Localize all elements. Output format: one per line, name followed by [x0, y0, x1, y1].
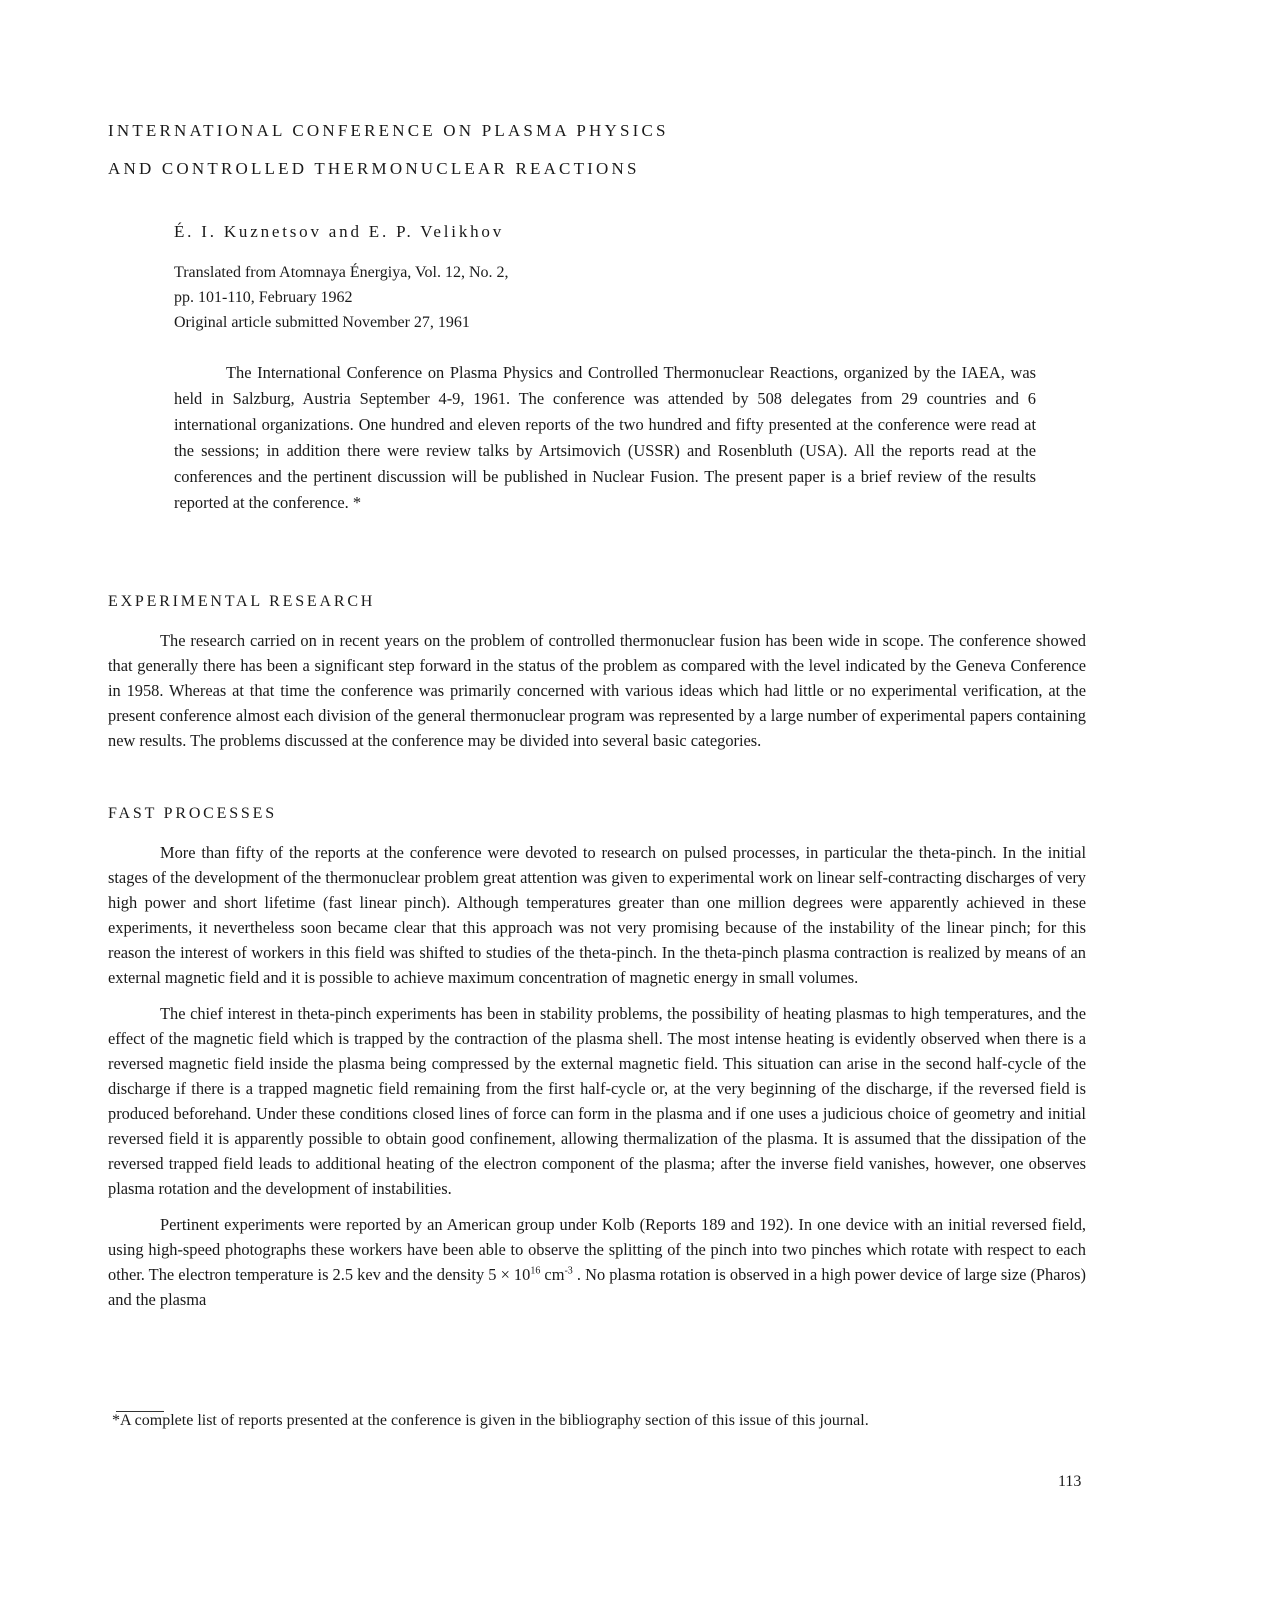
paragraph: The research carried on in recent years on the problem of controlled thermonuclear fusion has been wide in scope. The conference showed that generally there has been a significant step forward in the status of the problem as compared with the level indicated by the Geneva Conference in 1958. Whereas at that time the conference was primarily concerned with various ideas which had little or no experimental verification, at the present conference almost each division of the general thermonuclear program was represented by a large number of experimental papers containing new results. The problems discussed at the conference may be divided into several basic categories.	[108, 631, 1086, 750]
submitted-date: Original article submitted November 27, 1961	[174, 314, 470, 331]
authors: É. I. Kuznetsov and E. P. Velikhov	[174, 222, 505, 241]
paragraph-text: . No plasma rotation is observed in a high power device of large size (Pharos) and the plasma	[108, 1265, 1087, 1309]
translated-from: Translated from Atomnaya Énergiya, Vol. 12, No. 2,	[174, 264, 509, 281]
page-number: 113	[1058, 1473, 1082, 1490]
paragraph	[108, 1212, 1086, 1312]
article-title-line-1: INTERNATIONAL CONFERENCE ON PLASMA PHYSICS	[108, 121, 669, 140]
article-title-line-2: AND CONTROLLED THERMONUCLEAR REACTIONS	[108, 159, 640, 178]
section-fast-processes-body	[108, 840, 1086, 1312]
pages-date: pp. 101-110, February 1962	[174, 289, 353, 306]
paragraph-text: Pertinent experiments were reported by an American group under Kolb (Reports 189 and 192). In one device with an initial reversed field, using high-speed photographs these workers have been able to observe the splitting of the pinch into two pinches which rotate with respect to each other. The electron temperature is 2.5 kev and the density	[108, 1215, 1086, 1284]
paragraph: More than fifty of the reports at the conference were devoted to research on pulsed processes, in particular the theta-pinch. In the initial stages of the development of the thermonuclear problem great attention was given to experimental work on linear self-contracting discharges of very high power and short lifetime (fast linear pinch). Although temperatures greater than one million degrees were apparently achieved in these experiments, it nevertheless soon became clear that this approach was not very promising because of the instability of the linear pinch; for this reason the interest of workers in this field was shifted to studies of the theta-pinch. In the theta-pinch plasma contraction is realized by means of an external magnetic field and it is possible to achieve maximum concentration of magnetic energy in small volumes.	[108, 843, 1086, 987]
abstract: The International Conference on Plasma Physics and Controlled Thermonuclear Reactions, organized by the IAEA, was held in Salzburg, Austria September 4-9, 1961. The conference was attended by 508 delegates from 29 countries and 6 international organizations. One hundred and eleven reports of the two hundred and fifty presented at the conference were read at the sessions; in addition there were review talks by Artsimovich (USSR) and Rosenbluth (USA). All the reports read at the conferences and the pertinent discussion will be published in Nuclear Fusion. The present paper is a brief review of the results reported at the conference. *	[174, 363, 1036, 512]
density-value: $5 \times 10^{16}$ $cm^{-3}$	[488, 1265, 573, 1284]
footnote: *A complete list of reports presented at the conference is given in the bibliography section of this issue of this journal.	[112, 1412, 869, 1429]
publication-info	[174, 260, 509, 335]
section-experimental-body	[108, 628, 1086, 753]
section-heading-fast-processes: FAST PROCESSES	[108, 805, 277, 822]
section-heading-experimental: EXPERIMENTAL RESEARCH	[108, 593, 376, 610]
paragraph: The chief interest in theta-pinch experiments has been in stability problems, the possibility of heating plasmas to high temperatures, and the effect of the magnetic field which is trapped by the contraction of the plasma shell. The most intense heating is evidently observed when there is a reversed magnetic field inside the plasma being compressed by the external magnetic field. This situation can arise in the second half-cycle of the discharge if there is a trapped magnetic field remaining from the first half-cycle or, at the very beginning of the discharge, if the reversed field is produced beforehand. Under these conditions closed lines of force can form in the plasma and if one uses a judicious choice of geometry and initial reversed field it is apparently possible to obtain good confinement, allowing thermalization of the plasma. It is assumed that the dissipation of the reversed trapped field leads to additional heating of the electron component of the plasma; after the inverse field vanishes, however, one observes plasma rotation and the development of instabilities.	[108, 1004, 1086, 1198]
